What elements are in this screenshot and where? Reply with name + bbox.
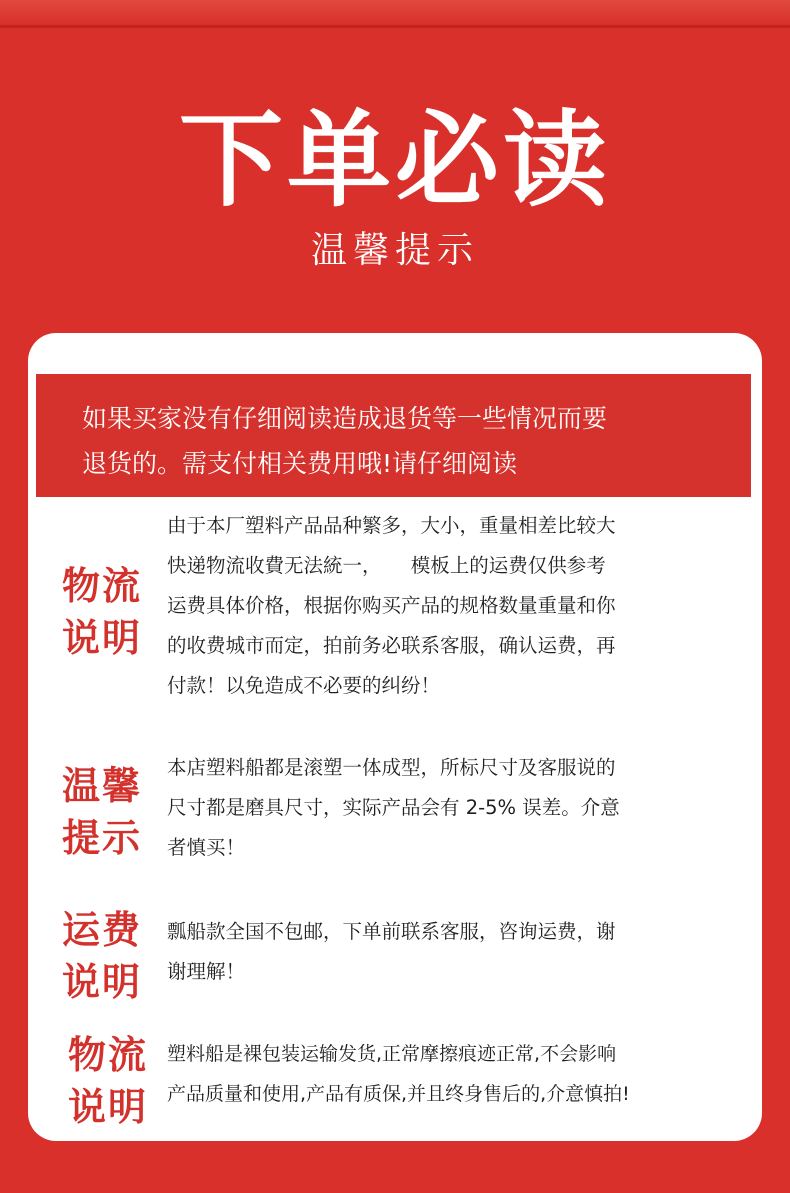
- section-text: [167, 748, 737, 868]
- section-label: 温馨 提示: [61, 764, 142, 860]
- text-line: 谢理解！: [167, 960, 246, 983]
- section-label: 物流 说明: [61, 564, 142, 660]
- section-text: [167, 912, 737, 992]
- banner-line-1: 如果买家没有仔细阅读造成退货等一些情况而要: [82, 404, 608, 433]
- warning-banner: [36, 374, 751, 497]
- top-decor-strip: [0, 0, 790, 28]
- text-line: 快递物流收費无法統一， 模板上的运费仅供参考: [167, 554, 606, 577]
- section-text: [167, 1034, 747, 1114]
- text-line: 者慎买！: [167, 836, 246, 859]
- text-line: 付款！以免造成不必要的纠纷！: [167, 674, 441, 697]
- page-subtitle: 温馨提示: [310, 230, 479, 271]
- text-line: 尺寸都是磨具尺寸，实际产品会有 2-5% 误差。介意: [167, 796, 620, 819]
- page-title: 下单必读: [178, 99, 611, 221]
- text-line: 塑料船是裸包装运输发货,正常摩擦痕迹正常,不会影响: [167, 1043, 617, 1065]
- banner-line-2: 退货的。需支付相关费用哦!请仔细阅读: [82, 449, 518, 478]
- section-label: 运费 说明: [61, 908, 142, 1004]
- text-line: 的收费城市而定，拍前务必联系客服，确认运费，再: [167, 634, 616, 657]
- section-text: [167, 506, 737, 706]
- text-line: 运费具体价格，根据你购买产品的规格数量重量和你: [167, 594, 616, 617]
- text-line: 由于本厂塑料产品品种繁多，大小，重量相差比较大: [167, 514, 616, 537]
- section-label: 物流 说明: [67, 1033, 148, 1129]
- text-line: 本店塑料船都是滚塑一体成型，所标尺寸及客服说的: [167, 756, 616, 779]
- text-line: 瓢船款全国不包邮，下单前联系客服，咨询运费，谢: [167, 920, 616, 943]
- text-line: 产品质量和使用,产品有质保,并且终身售后的,介意慎拍!: [167, 1083, 630, 1105]
